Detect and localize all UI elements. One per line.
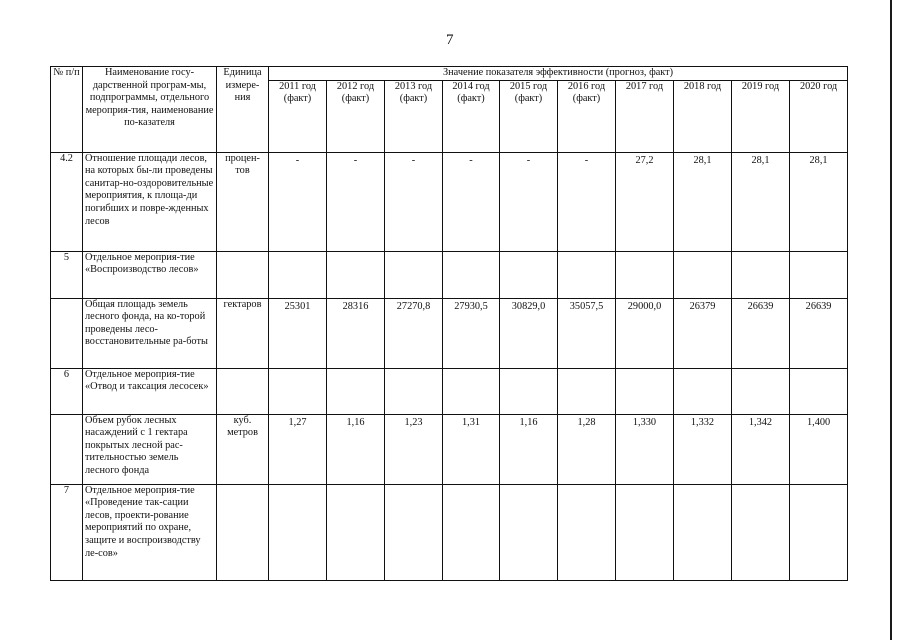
header-num: № п/п — [51, 67, 83, 153]
row-name: Отдельное мероприя-тие «Воспроизводство лесов» — [83, 251, 217, 298]
value-cell: - — [327, 152, 385, 251]
value-cell: 1,31 — [443, 414, 500, 484]
value-cell — [385, 368, 443, 414]
row-unit — [217, 251, 269, 298]
value-cell — [732, 251, 790, 298]
value-cell — [616, 484, 674, 580]
value-cell — [674, 368, 732, 414]
value-cell: 35057,5 — [558, 298, 616, 368]
value-cell: 1,332 — [674, 414, 732, 484]
value-cell — [674, 484, 732, 580]
indicator-table — [50, 66, 848, 581]
row-number — [51, 414, 83, 484]
value-cell: 26379 — [674, 298, 732, 368]
page-number: 7 — [446, 32, 454, 48]
header-year-7: 2018 год — [674, 80, 732, 152]
value-cell: 1,400 — [790, 414, 848, 484]
row-unit — [217, 484, 269, 580]
header-values-group: Значение показателя эффективности (прогноз, факт) — [269, 67, 848, 81]
header-year-6: 2017 год — [616, 80, 674, 152]
table-row — [51, 251, 848, 298]
row-unit: гектаров — [217, 298, 269, 368]
row-unit: куб. метров — [217, 414, 269, 484]
value-cell: 1,16 — [500, 414, 558, 484]
header-unit: Единица измере-ния — [217, 67, 269, 153]
table-row — [51, 484, 848, 580]
row-name: Отношение площади лесов, на которых бы-ли проведены санитар-но-оздоровительные мероприятия, к площа-ди погибших и повре-жденных лесов — [83, 152, 217, 251]
row-name: Отдельное мероприя-тие «Отвод и таксация лесосек» — [83, 368, 217, 414]
page-edge-line — [890, 0, 892, 640]
value-cell: 28,1 — [732, 152, 790, 251]
row-number: 6 — [51, 368, 83, 414]
value-cell — [385, 484, 443, 580]
value-cell: 1,28 — [558, 414, 616, 484]
value-cell: 26639 — [732, 298, 790, 368]
value-cell — [500, 251, 558, 298]
value-cell — [500, 368, 558, 414]
value-cell: 27,2 — [616, 152, 674, 251]
value-cell — [732, 484, 790, 580]
value-cell — [616, 368, 674, 414]
value-cell: 30829,0 — [500, 298, 558, 368]
value-cell — [443, 368, 500, 414]
header-year-4: 2015 год (факт) — [500, 80, 558, 152]
value-cell — [443, 251, 500, 298]
table-row — [51, 298, 848, 368]
value-cell — [500, 484, 558, 580]
value-cell: 29000,0 — [616, 298, 674, 368]
value-cell — [674, 251, 732, 298]
table-row — [51, 414, 848, 484]
value-cell: 28,1 — [674, 152, 732, 251]
row-number: 7 — [51, 484, 83, 580]
value-cell: 1,330 — [616, 414, 674, 484]
value-cell — [385, 251, 443, 298]
header-name: Наименование госу-дарственной програм-мы, подпрограммы, отдельного мероприя-тия, наименование по-казателя — [83, 67, 217, 153]
row-name: Объем рубок лесных насаждений с 1 гектара покрытых лесной рас-тительностью земель лесного фонда — [83, 414, 217, 484]
value-cell — [790, 484, 848, 580]
value-cell: - — [443, 152, 500, 251]
value-cell: - — [558, 152, 616, 251]
value-cell — [616, 251, 674, 298]
value-cell: 1,27 — [269, 414, 327, 484]
value-cell — [790, 368, 848, 414]
header-year-1: 2012 год (факт) — [327, 80, 385, 152]
header-year-5: 2016 год (факт) — [558, 80, 616, 152]
value-cell — [327, 251, 385, 298]
value-cell — [327, 368, 385, 414]
value-cell: 1,23 — [385, 414, 443, 484]
value-cell — [558, 484, 616, 580]
table-row — [51, 152, 848, 251]
row-number — [51, 298, 83, 368]
row-unit: процен-тов — [217, 152, 269, 251]
value-cell — [269, 251, 327, 298]
value-cell — [790, 251, 848, 298]
value-cell — [558, 368, 616, 414]
value-cell: 27270,8 — [385, 298, 443, 368]
value-cell — [558, 251, 616, 298]
table-row — [51, 368, 848, 414]
value-cell: 1,16 — [327, 414, 385, 484]
value-cell: 28316 — [327, 298, 385, 368]
value-cell: - — [269, 152, 327, 251]
header-year-0: 2011 год (факт) — [269, 80, 327, 152]
value-cell: 25301 — [269, 298, 327, 368]
value-cell: - — [500, 152, 558, 251]
row-unit — [217, 368, 269, 414]
header-year-3: 2014 год (факт) — [443, 80, 500, 152]
value-cell — [269, 368, 327, 414]
value-cell: 26639 — [790, 298, 848, 368]
header-year-8: 2019 год — [732, 80, 790, 152]
value-cell — [269, 484, 327, 580]
header-year-9: 2020 год — [790, 80, 848, 152]
value-cell: 27930,5 — [443, 298, 500, 368]
header-year-2: 2013 год (факт) — [385, 80, 443, 152]
row-number: 4.2 — [51, 152, 83, 251]
row-name: Отдельное мероприя-тие «Проведение так-сации лесов, проекти-рование мероприятий по охране, защите и воспроизводству ле-сов» — [83, 484, 217, 580]
value-cell: 1,342 — [732, 414, 790, 484]
row-name: Общая площадь земель лесного фонда, на ко-торой проведены лесо-восстановительные ра-боты — [83, 298, 217, 368]
value-cell — [443, 484, 500, 580]
value-cell — [327, 484, 385, 580]
value-cell: - — [385, 152, 443, 251]
value-cell — [732, 368, 790, 414]
row-number: 5 — [51, 251, 83, 298]
value-cell: 28,1 — [790, 152, 848, 251]
